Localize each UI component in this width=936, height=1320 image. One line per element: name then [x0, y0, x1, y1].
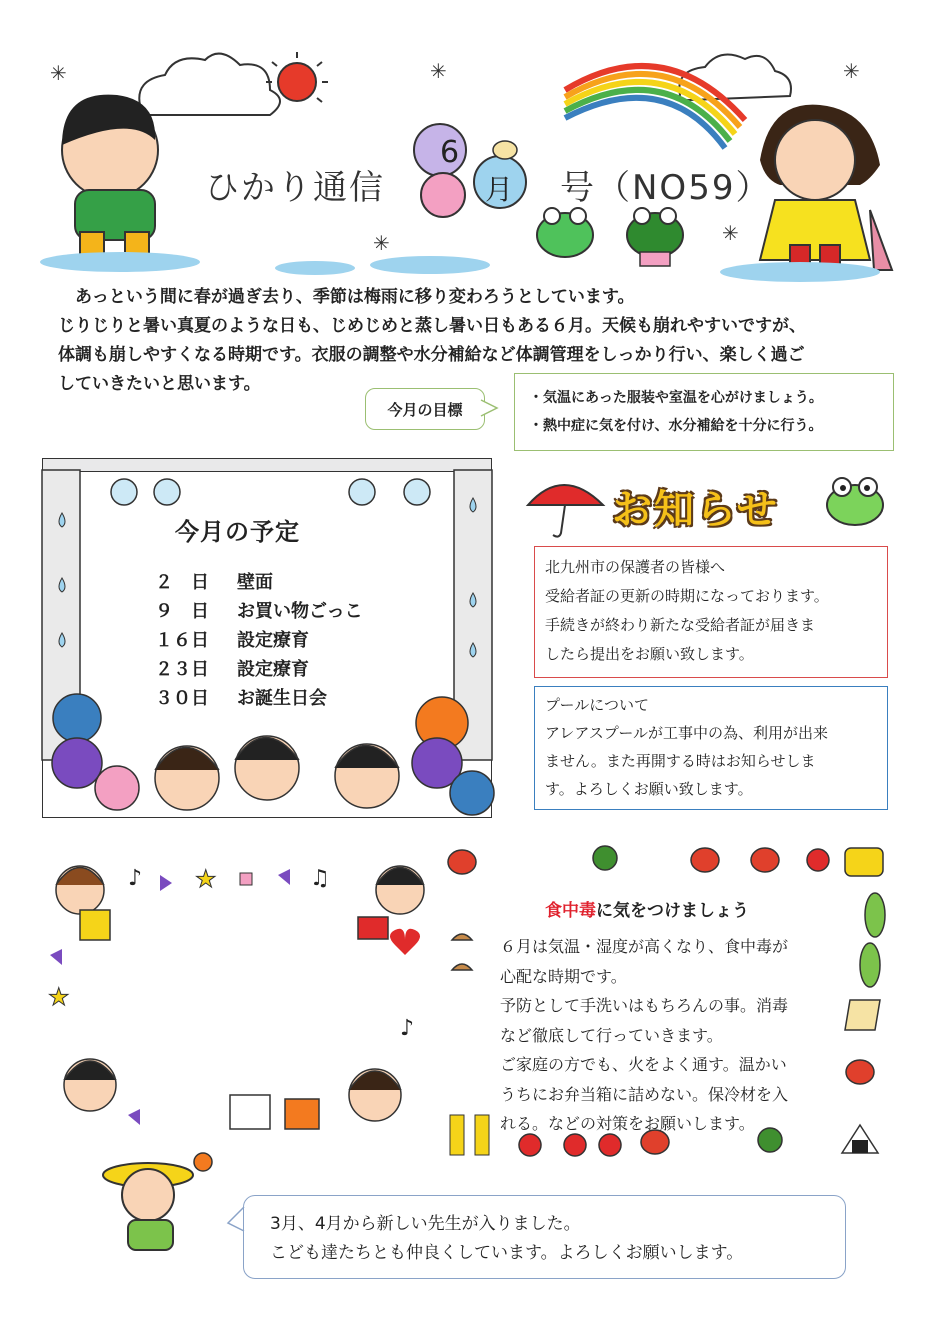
issue-number: 号（NO59） [560, 168, 772, 208]
footer-message [243, 1195, 846, 1279]
food-line: ご家庭の方でも、火をよく通す。温かい [500, 1055, 787, 1074]
food-title-highlight: 食中毒 [545, 901, 596, 921]
schedule-day: ９ 日 [155, 601, 209, 622]
notice-line: 手続きが終わり新たな受給者証が届きま [545, 616, 816, 634]
schedule-day: ２ 日 [155, 572, 209, 593]
svg-text:♪: ♪ [128, 866, 143, 891]
goal-bubble-tail [481, 398, 501, 418]
schedule-row [155, 568, 363, 597]
schedule-row [155, 684, 363, 713]
goal-item: ・気温にあった服装や室温を心がけましょう。 [529, 390, 823, 406]
schedule-day: ２３日 [155, 659, 209, 680]
food-line: うちにお弁当箱に詰めない。保冷材を入 [500, 1084, 789, 1104]
goal-list [514, 373, 894, 451]
footer-line: 3月、4月から新しい先生が入りました。 [270, 1214, 581, 1234]
schedule-event: 設定療育 [237, 659, 309, 680]
notices-title: お知らせ [612, 487, 779, 533]
schedule-row [155, 626, 363, 655]
notice-line: 北九州市の保護者の皆様へ [545, 558, 726, 576]
schedule-event: 設定療育 [237, 630, 309, 651]
boy-hat-illustration [98, 1150, 238, 1270]
svg-text:✳: ✳ [722, 221, 739, 245]
frog-icon [820, 473, 890, 533]
party-frame-decoration [40, 845, 440, 1165]
goal-label: 今月の目標 [365, 388, 485, 430]
food-line: 予防として手洗いはもちろんの事。消毒 [500, 996, 789, 1015]
schedule-day: ３０日 [155, 688, 209, 709]
header-decoration [0, 0, 936, 290]
music-note-icon [128, 866, 414, 1041]
frog-icon [537, 208, 683, 266]
notice-line: プールについて [545, 696, 649, 714]
svg-text:★: ★ [48, 983, 70, 1011]
svg-text:✳: ✳ [843, 59, 860, 83]
schedule-row [155, 655, 363, 684]
intro-line: していきたいと思います。 [58, 374, 261, 394]
notice-line: す。よろしくお願い致します。 [545, 780, 753, 798]
goal-item: ・熱中症に気を付け、水分補給を十分に行う。 [529, 418, 823, 434]
food-line: れる。などの対策をお願いします。 [500, 1114, 755, 1133]
children-illustration [155, 736, 399, 810]
notice-line: 受給者証の更新の時期になっております。 [545, 587, 829, 605]
schedule-event: お誕生日会 [237, 688, 327, 709]
intro-line: 体調も崩しやすくなる時期です。衣服の調整や水分補給など体調管理をしっかり行い、楽しく過ご [58, 345, 805, 365]
food-title-rest: に気をつけましょう [596, 901, 749, 921]
food-poisoning-body [500, 932, 848, 1139]
food-line: など徹底して行っていきます。 [500, 1025, 723, 1045]
notice-line: ません。また再開する時はお知らせしま [545, 752, 816, 770]
schedule-day: １６日 [155, 630, 209, 651]
newsletter-title: ひかり通信 [205, 168, 385, 208]
svg-text:♪: ♪ [400, 1016, 415, 1041]
food-line: ６月は気温・湿度が高くなり、食中毒が [500, 937, 789, 956]
svg-text:★: ★ [195, 865, 217, 893]
notice-renewal [534, 546, 888, 678]
notice-line: したら提出をお願い致します。 [545, 645, 754, 663]
svg-text:✳: ✳ [373, 231, 390, 255]
schedule-title: 今月の予定 [175, 518, 300, 546]
intro-line: あっという間に春が過ぎ去り、季節は梅雨に移り変わろうとしています。 [58, 287, 635, 307]
boy-raincoat-illustration [40, 95, 200, 272]
food-line: 心配な時期です。 [500, 966, 627, 986]
schedule-event: お買い物ごっこ [237, 601, 363, 622]
month-number: 6 [440, 135, 460, 170]
umbrella-icon [523, 470, 603, 540]
notice-pool [534, 686, 888, 810]
schedule-row [155, 597, 363, 626]
svg-text:✳: ✳ [430, 59, 447, 83]
notice-line: アレアスプールが工事中の為、利用が出来 [545, 724, 829, 742]
food-poisoning-title [545, 896, 749, 921]
teru-teru-bozu-icon [111, 479, 430, 505]
svg-text:✳: ✳ [50, 61, 67, 85]
svg-text:♫: ♫ [310, 866, 330, 891]
schedule-event: 壁面 [237, 572, 273, 593]
intro-line: じりじりと暑い真夏のような日も、じめじめと蒸し暑い日もある６月。天候も崩れやすいですが、 [58, 316, 806, 336]
schedule-list [155, 568, 363, 713]
month-char: 月 [485, 173, 514, 206]
footer-line: こども達たちとも仲良くしています。よろしくお願いします。 [270, 1243, 744, 1263]
